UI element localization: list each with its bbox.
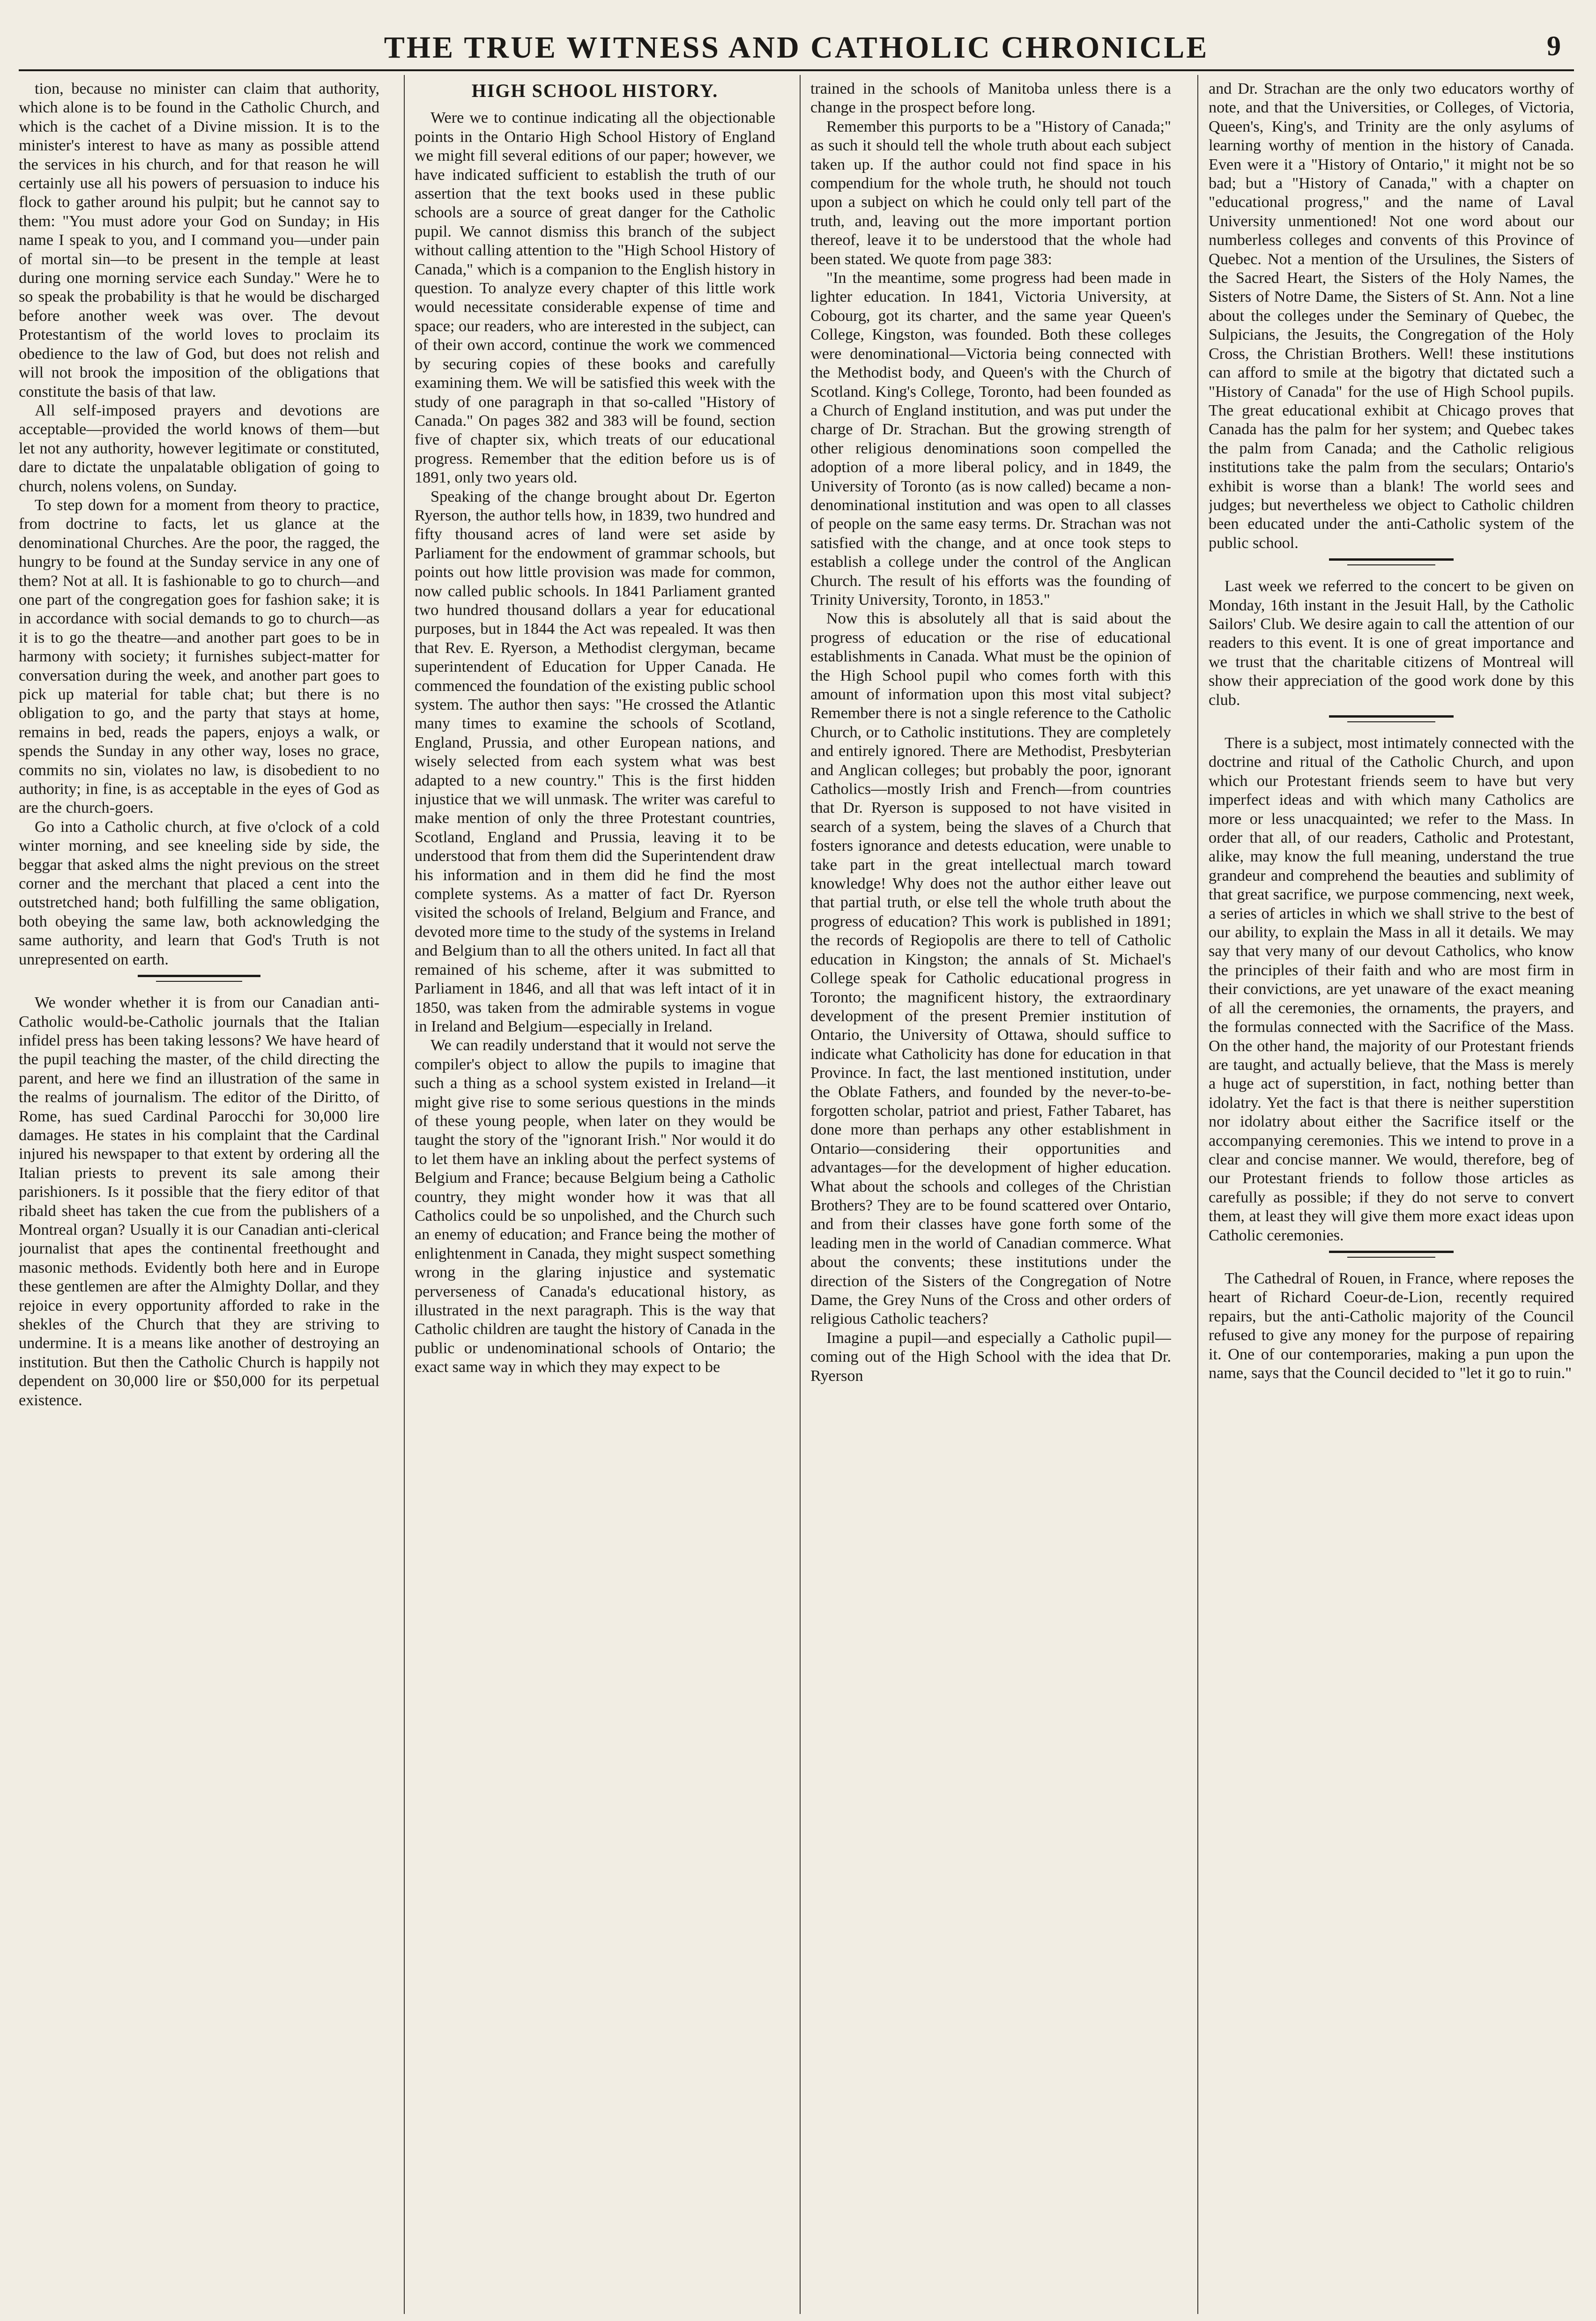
section-separator [1209, 710, 1574, 734]
paragraph: and Dr. Strachan are the only two educators worthy of note, and that the Universities, or Colleges, of Victoria, Queen's, King's, and Trinity are the only asylums of learning worthy of mention in the history of Canada. Even were it a "History of Ontario," it might not be so bad; but a "History of Canada," with a chapter on "educational progress," and the name of Laval University unmentioned! Not one word about our numberless colleges and convents of this Province of Quebec. Not a mention of the Ursulines, the Sisters of the Sacred Heart, the Sisters of the Holy Names, the Sisters of Notre Dame, the Sisters of St. Ann. Not a line about the colleges under the Seminary of Quebec, the Sulpicians, the Jesuits, the Congregation of the Holy Cross, the Christian Brothers. Well! these institutions can afford to smile at the bigotry that dictated such a "History of Canada" for the use of High School pupils. The great educational exhibit at Chicago proves that Canada has the palm for her system; and Quebec takes the palm from Canada; and the Catholic religious institutions take the palm from the seculars; Ontario's exhibit is worse than a blank! The world sees and judges; but nevertheless we object to Catholic children been educated under the anti-Catholic system of the public school. [1209, 80, 1574, 552]
section-separator [1209, 553, 1574, 577]
column-divider [1197, 75, 1198, 2314]
paragraph: We wonder whether it is from our Canadian anti-Catholic would-be-Catholic journals that the Italian infidel press has been taking lessons? We have heard of the pupil teaching the master, of the child directing the parent, and here we find an illustration of the same in the realms of journalism. The editor of the Diritto, of Rome, has sued Cardinal Parocchi for 30,000 lire damages. He states in his complaint that the Cardinal injured his newspaper to that extent by ordering all the Italian priests to prevent its sale among their parishioners. Is it possible that the fiery editor of that ribald sheet has taken the cue from the publishers of a Montreal organ? Usually it is our Canadian anti-clerical journalist that apes the continental freethought and masonic methods. Evidently both here and in Europe these gentlemen are after the Almighty Dollar, and they rejoice in every opportunity afforded to rake in the shekles of the Church that they are striving to undermine. It is a means like another of destroying an institution. But then the Catholic Church is happily not dependent on 30,000 lire or $50,000 for its perpetual existence. [19, 994, 379, 1409]
paragraph: Speaking of the change brought about Dr. Egerton Ryerson, the author tells how, in 1839, two hundred and fifty thousand acres of land were set aside by Parliament for the endowment of grammar schools, but points out how little provision was made for common, now called public schools. In 1841 Parliament granted two hundred thousand dollars a year for educational purposes, but in 1844 the Act was repealed. It was then that Rev. E. Ryerson, a Methodist clergyman, became superintendent of Education for Upper Canada. He commenced the foundation of the existing public school system. The author then says: "He crossed the Atlantic many times to examine the schools of Scotland, England, Prussia, and other European nations, and wisely selected from each system what was best adapted to a new country." This is the first hidden injustice that we will unmask. The writer was careful to make mention of only the three Protestant countries, Scotland, England and Prussia, leaving it to be understood that from them did the Superintendent draw his information and in them did he find the most complete systems. As a matter of fact Dr. Ryerson visited the schools of Ireland, Belgium and France, and devoted more time to the study of the systems in Ireland and Belgium than to all the others united. In fact all that remained of his scheme, after it was submitted to Parliament in 1846, and all that was left intact of it in 1850, was taken from the admirable systems in vogue in Ireland and Belgium—especially in Ireland. [415, 488, 775, 1035]
paragraph: Last week we referred to the concert to be given on Monday, 16th instant in the Jesuit Hall, by the Catholic Sailors' Club. We desire again to call the attention of our readers to this event. It is one of great importance and we trust that the charitable citizens of Montreal will show their appreciation of the good work done by this club. [1209, 578, 1574, 709]
paragraph: Imagine a pupil—and especially a Catholic pupil—coming out of the High School with the idea that Dr. Ryerson [810, 1329, 1171, 1385]
paragraph: "In the meantime, some progress had been made in lighter education. In 1841, Victoria University, at Cobourg, got its charter, and the same year Queen's College, Kingston, was founded. Both these colleges were denominational—Victoria being connected with the Methodist body, and Queen's with the Church of Scotland. King's College, Toronto, had been founded as a Church of England institution, and was put under the charge of Dr. Strachan. But the growing strength of other religious denominations soon compelled the adoption of a more liberal policy, and in 1849, the University of Toronto (as is now called) became a non-denominational institution and was open to all classes of people on the same easy terms. Dr. Strachan was not satisfied with the change, and at once took steps to establish a college under the control of the Anglican Church. The result of his efforts was the founding of Trinity University, Toronto, in 1853." [810, 269, 1171, 608]
column-3 [810, 80, 1171, 2309]
paragraph: Go into a Catholic church, at five o'clock of a cold winter morning, and see kneeling side by side, the beggar that asked alms the night previous on the street corner and the merchant that placed a cent into the outstretched hand; both fulfilling the same obligation, both obeying the same law, both acknowledging the same authority, and learn that God's Truth is not unrepresented on earth. [19, 818, 379, 968]
paragraph: Now this is absolutely all that is said about the progress of education or the rise of educational establishments in Canada. What must be the opinion of the High School pupil who comes forth with this amount of information upon this most vital subject? Remember there is not a single reference to the Catholic Church, or to Catholic institutions. They are completely and entirely ignored. There are Methodist, Presbyterian and Anglican colleges; but probably the poor, ignorant Catholics—mostly Irish and French—from countries that Dr. Ryerson is supposed to not have visited in search of a system, being the slaves of a Church that fosters ignorance and detests education, were unable to take part in the great intellectual march toward knowledge! Why does not the author either leave out that partial truth, or else tell the whole truth about the progress of education? This work is published in 1891; the records of Regiopolis are there to tell of Catholic education in Kingston; the annals of St. Michael's College speak for Catholic educational progress in Toronto; the magnificent history, the extraordinary development of the present Premier institution of Ontario, the University of Ottawa, should suffice to indicate what Catholicity has done for education in that Province. In fact, the last mentioned institution, under the Oblate Fathers, and founded by the never-to-be-forgotten scholar, patriot and priest, Father Tabaret, has done more than perhaps any other establishment in Ontario—considering their opportunities and advantages—for the development of higher education. What about the schools and colleges of the Christian Brothers? They are to be found scattered over Ontario, and from their classes have gone forth some of the leading men in the world of Canadian commerce. What about the convents; these institutions under the direction of the Sisters of the Congregation of Notre Dame, the Grey Nuns of the Cross and other orders of religious Catholic teachers? [810, 610, 1171, 1328]
paragraph: All self-imposed prayers and devotions are acceptable—provided the world knows of them—but let not any authority, however legitimate or constituted, dare to dictate the unpalatable obligation of going to church, nolens volens, on Sunday. [19, 401, 379, 495]
header-rule [19, 69, 1574, 71]
column-4 [1209, 80, 1574, 2309]
column-divider [404, 75, 405, 2314]
paragraph: trained in the schools of Manitoba unless there is a change in the prospect before long. [810, 80, 1171, 117]
paragraph: Remember this purports to be a "History of Canada;" as such it should tell the whole truth about each subject taken up. If the author could not find space in his compendium for the whole truth, he should not touch upon a subject on which he could only tell part of the truth, and, leaving out the more important portion thereof, leave it to be understood that the whole had been stated. We quote from page 383: [810, 118, 1171, 268]
paragraph: Were we to continue indicating all the objectionable points in the Ontario High School History of England we might fill several editions of our paper; however, we have indicated sufficient to establish the truth of our assertion that the text books used in these public schools are a source of great danger for the Catholic pupil. We cannot dismiss this branch of the subject without calling attention to the "High School History of Canada," which is a companion to the English history in question. To analyze every chapter of this little work would necessitate considerable expense of time and space; our readers, who are interested in the subject, can of their own accord, continue the work we commenced by securing copies of these books and carefully examining them. We will be satisfied this week with the study of one paragraph in that so-called "History of Canada." On pages 382 and 383 will be found, section five of chapter six, which treats of our educational progress. Remember that the edition before us is of 1891, only two years old. [415, 109, 775, 487]
masthead [19, 23, 1574, 66]
column-divider [800, 75, 801, 2314]
column-2 [415, 80, 775, 2309]
section-separator [19, 969, 379, 994]
article-heading: HIGH SCHOOL HISTORY. [471, 80, 719, 101]
newspaper-title: THE TRUE WITNESS AND CATHOLIC CHRONICLE [384, 30, 1209, 65]
section-separator [1209, 1245, 1574, 1269]
paragraph: We can readily understand that it would not serve the compiler's object to allow the pupils to imagine that such a thing as a school system existed in Ireland—it might give rise to some serious questions in the minds of these young people, when later on they would be taught the story of the "ignorant Irish." Nor would it do to let them have an inkling about the perfect systems of Belgium and France; because Belgium being a Catholic country, they might wonder how it was that all Catholics could be so unpolished, and the Church such an enemy of education; and France being the mother of enlightenment in Canada, they might suspect something wrong in the glaring injustice and systematic perverseness of Canada's educational history, as illustrated in the next paragraph. This is the way that Catholic children are taught the history of Canada in the public or undenominational schools of Ontario; the exact same way in which they may expect to be [415, 1037, 775, 1376]
paragraph: tion, because no minister can claim that authority, which alone is to be found in the Catholic Church, and which is the cachet of a Divine mission. It is to the minister's interest to have as many as possible attend the services in his church, and for that reason he will certainly use all his powers of persuasion to induce his flock to gather around his pulpit; but he cannot say to them: "You must adore your God on Sunday; in His name I speak to you, and I command you—under pain of mortal sin—to be present in the temple at least during one morning service each Sunday." Were he to so speak the probability is that he would be discharged before another week was over. The devout Protestantism of the world loves to proclaim its obedience to the law of God, but does not relish and will not brook the imposition of the obligations that constitute the basis of that law. [19, 80, 379, 400]
column-1 [19, 80, 379, 2309]
paragraph: The Cathedral of Rouen, in France, where reposes the heart of Richard Coeur-de-Lion, recently required repairs, but the anti-Catholic majority of the Council refused to give any money for the purpose of repairing it. One of our contemporaries, making a pun upon the name, says that the Council decided to "let it go to ruin." [1209, 1269, 1574, 1382]
paragraph: There is a subject, most intimately connected with the doctrine and ritual of the Catholic Church, and upon which our Protestant friends seem to have but very imperfect ideas and with which many Catholics are more or less unacquainted; we refer to the Mass. In order that all, of our readers, Catholic and Protestant, alike, may know the full meaning, understand the true grandeur and comprehend the beauties and sublimity of that great sacrifice, we purpose commencing, next week, a series of articles in which we shall strive to the best of our ability, to explain the Mass in all it details. We may say that very many of our devout Catholics, who know the principles of their faith and who are most firm in their convictions, are yet unaware of the exact meaning of all the ceremonies, the ornaments, the prayers, and the formulas connected with the Sacrifice of the Mass. On the other hand, the majority of our Protestant friends are taught, and actually believe, that the Mass is merely a huge act of superstition, in fact, nothing better than idolatry. Yet the fact is that there is neither superstition nor idolatry about either the Sacrifice itself or the accompanying ceremonies. This we intend to prove in a clear and concise manner. We would, therefore, beg of our Protestant friends to follow those articles as carefully as possible; if they do not serve to convert them, at least they will give them more exact ideas upon Catholic ceremonies. [1209, 734, 1574, 1244]
paragraph: To step down for a moment from theory to practice, from doctrine to facts, let us glance at the denominational Churches. Are the poor, the ragged, the hungry to be found at the Sunday service in any one of them? Not at all. It is fashionable to go to church—and one part of the congregation goes for fashion sake; it is in accordance with social demands to go to church—as it is to go the theatre—and another part goes to be in harmony with society; it furnishes subject-matter for conversation during the week, and another part goes to pick up material for table chat; but there is no obligation to go, and the party that stays at home, remains in bed, reads the papers, enjoys a walk, or spends the Sunday in any other way, loses no grace, commits no sin, violates no law, is disobedient to no authority; in fine, is as acceptable in the eyes of God as are the church-goers. [19, 496, 379, 817]
page-number: 9 [1547, 30, 1561, 61]
